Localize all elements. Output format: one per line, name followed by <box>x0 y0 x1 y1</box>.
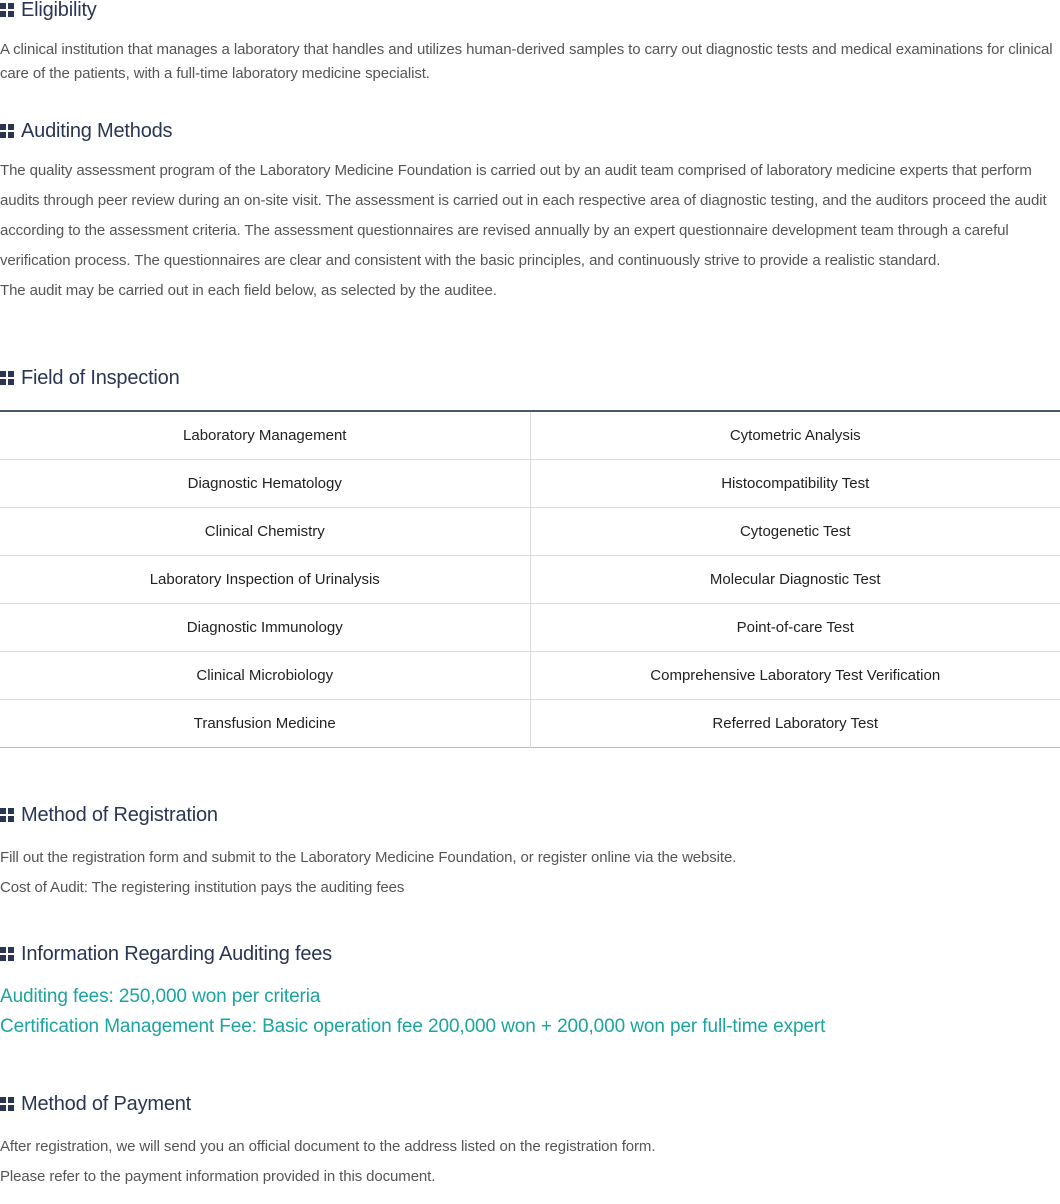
eligibility-title: Eligibility <box>21 0 97 21</box>
field-of-inspection-title: Field of Inspection <box>21 366 180 389</box>
table-cell: Clinical Chemistry <box>0 508 530 556</box>
table-cell: Clinical Microbiology <box>0 652 530 700</box>
eligibility-text <box>0 38 1060 86</box>
payment-line-1: After registration, we will send you an official document to the address listed on the registration form. <box>0 1138 656 1155</box>
table-cell: Histocompatibility Test <box>530 460 1060 508</box>
four-squares-icon <box>0 947 14 961</box>
table-cell: Comprehensive Laboratory Test Verification <box>530 652 1060 700</box>
table-cell: Laboratory Inspection of Urinalysis <box>0 556 530 604</box>
table-cell: Transfusion Medicine <box>0 700 530 748</box>
auditing-fees-text <box>0 982 1060 1042</box>
table-cell: Referred Laboratory Test <box>712 715 879 732</box>
four-squares-icon <box>0 124 14 138</box>
table-cell: Diagnostic Immunology <box>0 604 530 652</box>
auditing-fees-heading <box>0 942 332 966</box>
field-of-inspection-table <box>0 410 1060 748</box>
auditing-fee-line-1: Auditing fees: 250,000 won per criteria <box>0 986 321 1007</box>
auditing-fees-title: Information Regarding Auditing fees <box>21 942 332 965</box>
method-of-payment-heading <box>0 1092 191 1116</box>
payment-line-2: Please refer to the payment information provided in this document. <box>0 1168 436 1185</box>
registration-line-1: Fill out the registration form and submit to the Laboratory Medicine Foundation, or register online via the website. <box>0 849 737 866</box>
table-cell: Molecular Diagnostic Test <box>530 556 1060 604</box>
auditing-methods-paragraph-2: The audit may be carried out in each field below, as selected by the auditee. <box>0 282 497 299</box>
eligibility-paragraph: A clinical institution that manages a laboratory that handles and utilizes human-derived samples to carry out diagnostic tests and medical examinations for clinical care of the patients, with a full-time laboratory medicine specialist. <box>0 41 1053 82</box>
four-squares-icon <box>0 808 14 822</box>
auditing-fee-line-2: Certification Management Fee: Basic operation fee 200,000 won + 200,000 won per full-time expert <box>0 1016 826 1037</box>
method-of-payment-title: Method of Payment <box>21 1092 192 1115</box>
auditing-methods-heading <box>0 119 172 143</box>
method-of-payment-text <box>0 1132 1060 1192</box>
method-of-registration-heading <box>0 803 218 827</box>
table-row <box>0 700 1060 748</box>
method-of-registration-text <box>0 843 1060 903</box>
eligibility-heading <box>0 0 97 22</box>
table-row <box>0 604 1060 652</box>
four-squares-icon <box>0 371 14 385</box>
registration-line-2: Cost of Audit: The registering institution pays the auditing fees <box>0 879 405 896</box>
table-row <box>0 460 1060 508</box>
auditing-methods-paragraph-1: The quality assessment program of the Laboratory Medicine Foundation is carried out by an audit team comprised of laboratory medicine experts that perform audits through peer review during an on-site visit. The assessment is carried out in each respective area of diagnostic testing, and the auditors proceed the audit according to the assessment criteria. The assessment questionnaires are revised annually by an expert questionnaire development team through a careful verification process. The questionnaires are clear and consistent with the basic principles, and continuously strive to provide a realistic standard. <box>0 162 1047 269</box>
table-cell: Cytogenetic Test <box>530 508 1060 556</box>
table-cell: Laboratory Management <box>0 411 530 460</box>
table-cell: Point-of-care Test <box>530 604 1060 652</box>
four-squares-icon <box>0 1097 14 1111</box>
table-row <box>0 652 1060 700</box>
table-row <box>0 411 1060 460</box>
auditing-methods-text <box>0 156 1060 306</box>
table-row <box>0 508 1060 556</box>
auditing-methods-title: Auditing Methods <box>21 119 173 142</box>
table-cell: Cytometric Analysis <box>530 411 1060 460</box>
method-of-registration-title: Method of Registration <box>21 803 218 826</box>
four-squares-icon <box>0 3 14 17</box>
field-of-inspection-heading <box>0 366 180 390</box>
table-row <box>0 556 1060 604</box>
table-cell: Diagnostic Hematology <box>0 460 530 508</box>
